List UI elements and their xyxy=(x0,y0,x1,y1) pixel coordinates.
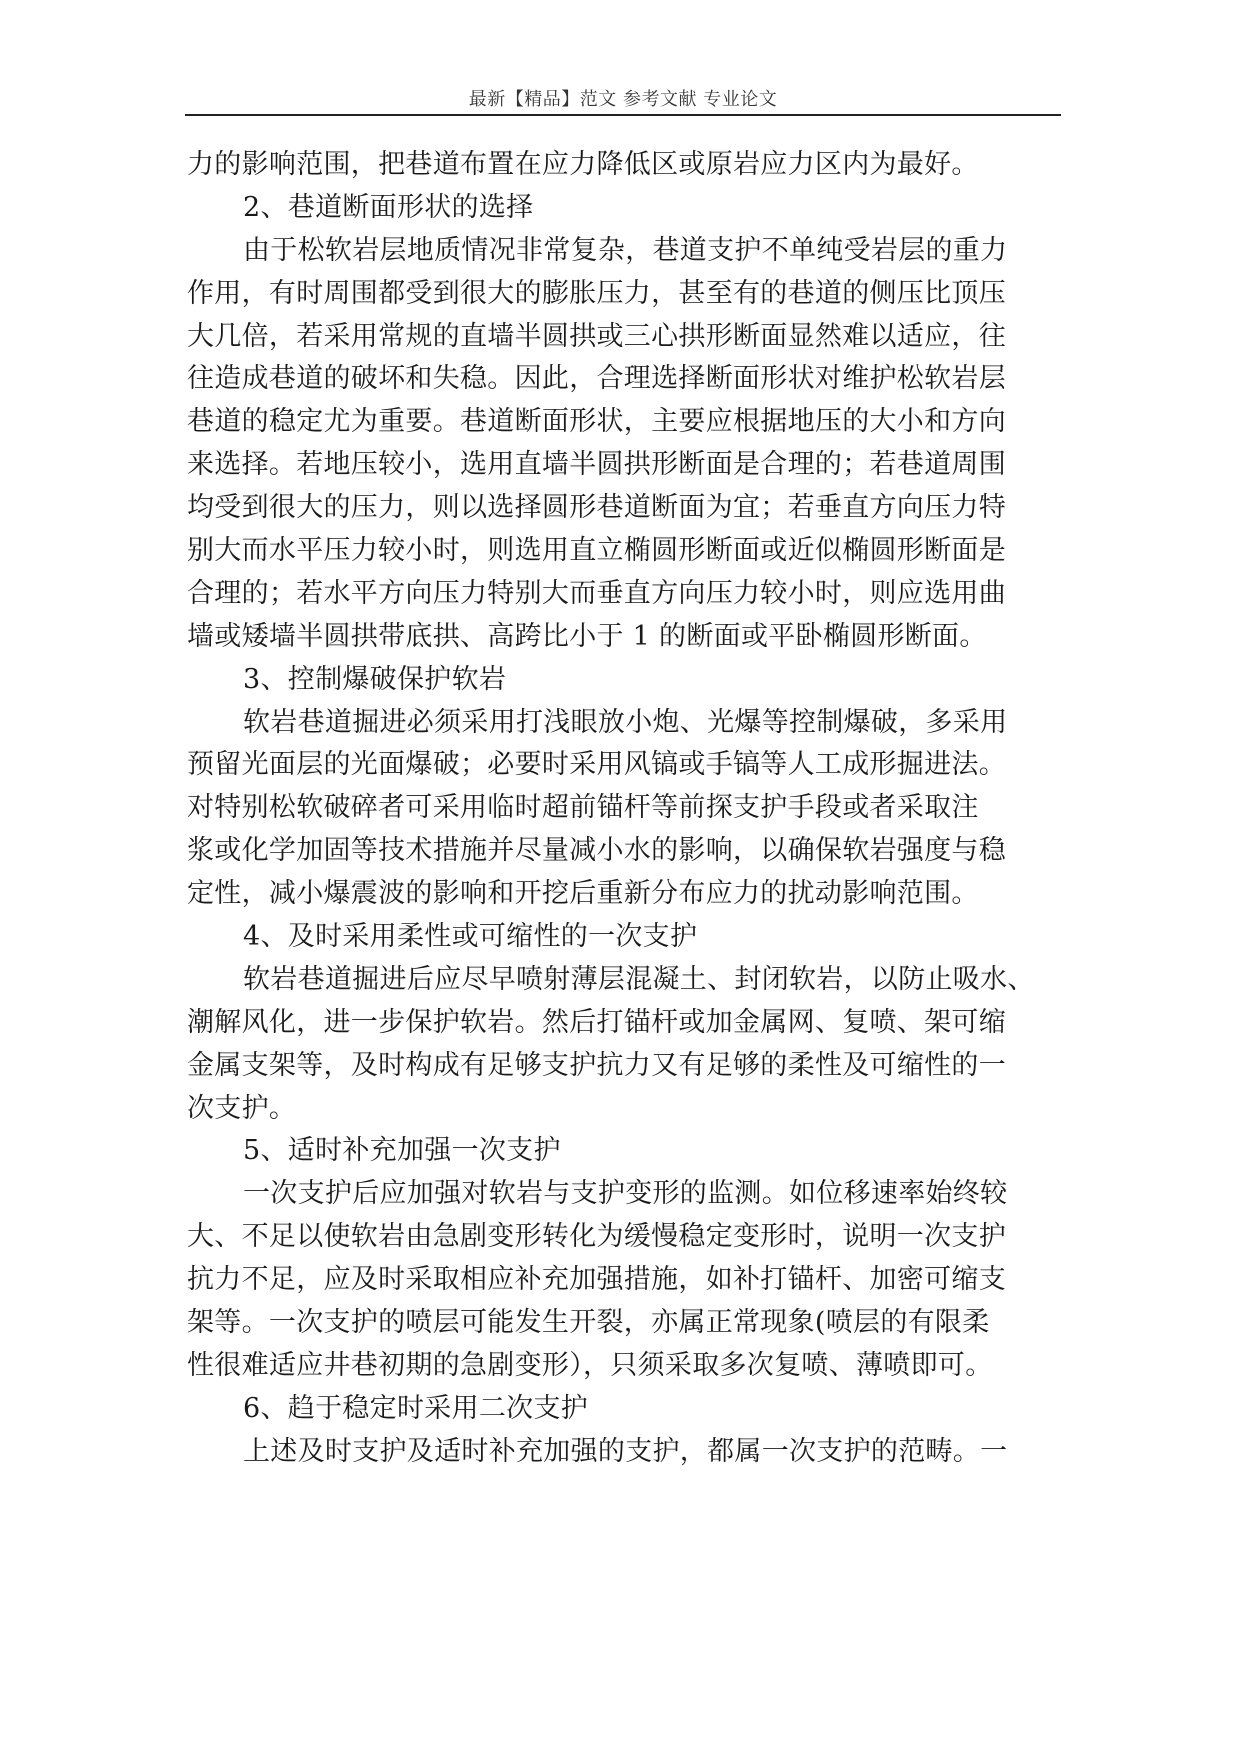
text-line: 抗力不足，应及时采取相应补充加强措施，如补打锚杆、加密可缩支 xyxy=(187,1264,1006,1296)
text-line: 均受到很大的压力，则以选择圆形巷道断面为宜；若垂直方向压力特 xyxy=(187,492,1006,524)
text-line: 5、适时补充加强一次支护 xyxy=(243,1135,561,1167)
text-line: 潮解风化，进一步保护软岩。然后打锚杆或加金属网、复喷、架可缩 xyxy=(187,1006,1006,1038)
page-header: 最新【精品】范文 参考文献 专业论文 xyxy=(468,89,778,110)
text-line: 由于松软岩层地质情况非常复杂，巷道支护不单纯受岩层的重力 xyxy=(243,234,1008,266)
text-line: 力的影响范围，把巷道布置在应力降低区或原岩应力区内为最好。 xyxy=(187,149,979,180)
text-line: 浆或化学加固等技术措施并尽量减小水的影响，以确保软岩强度与稳 xyxy=(187,835,1006,867)
text-line: 来选择。若地压较小，选用直墙半圆拱形断面是合理的；若巷道周围 xyxy=(187,449,1006,481)
text-line: 2、巷道断面形状的选择 xyxy=(243,191,534,223)
text-line: 一次支护后应加强对软岩与支护变形的监测。如位移速率始终较 xyxy=(243,1178,1008,1210)
text-line: 别大而水平压力较小时，则选用直立椭圆形断面或近似椭圆形断面是 xyxy=(187,535,1006,567)
text-line: 上述及时支护及适时补充加强的支护，都属一次支护的范畴。一 xyxy=(243,1435,1008,1467)
text-line: 往造成巷道的破坏和失稳。因此，合理选择断面形状对维护松软岩层 xyxy=(187,363,1006,395)
text-line: 3、控制爆破保护软岩 xyxy=(243,663,507,695)
text-line: 次支护。 xyxy=(187,1092,297,1124)
text-line: 巷道的稳定尤为重要。巷道断面形状，主要应根据地压的大小和方向 xyxy=(187,406,1006,438)
text-line: 6、趋于稳定时采用二次支护 xyxy=(243,1392,589,1424)
text-line: 软岩巷道掘进必须采用打浅眼放小炮、光爆等控制爆破，多采用 xyxy=(243,706,1008,738)
text-line: 大几倍，若采用常规的直墙半圆拱或三心拱形断面显然难以适应，往 xyxy=(187,320,1006,352)
text-line: 定性，减小爆震波的影响和开挖后重新分布应力的扰动影响范围。 xyxy=(187,878,979,910)
document-body xyxy=(187,144,1060,1474)
text-line: 作用，有时周围都受到很大的膨胀压力，甚至有的巷道的侧压比顶压 xyxy=(187,277,1006,309)
text-line: 大、不足以使软岩由急剧变形转化为缓慢稳定变形时，说明一次支护 xyxy=(187,1221,1006,1253)
text-line: 预留光面层的光面爆破；必要时采用风镐或手镐等人工成形掘进法。 xyxy=(187,749,1006,781)
text-line: 金属支架等，及时构成有足够支护抗力又有足够的柔性及可缩性的一 xyxy=(187,1049,1006,1081)
text-line: 合理的；若水平方向压力特别大而垂直方向压力较小时，则应选用曲 xyxy=(187,577,1006,609)
text-line: 对特别松软破碎者可采用临时超前锚杆等前探支护手段或者采取注 xyxy=(187,792,979,824)
text-line: 软岩巷道掘进后应尽早喷射薄层混凝土、封闭软岩，以防止吸水、 xyxy=(243,963,1035,995)
text-line: 性很难适应井巷初期的急剧变形），只须采取多次复喷、薄喷即可。 xyxy=(187,1349,993,1381)
header-divider xyxy=(185,114,1061,116)
text-line: 4、及时采用柔性或可缩性的一次支护 xyxy=(243,921,698,953)
text-line: 架等。一次支护的喷层可能发生开裂，亦属正常现象(喷层的有限柔 xyxy=(187,1307,990,1339)
text-line: 墙或矮墙半圆拱带底拱、高跨比小于 1 的断面或平卧椭圆形断面。 xyxy=(187,620,987,652)
